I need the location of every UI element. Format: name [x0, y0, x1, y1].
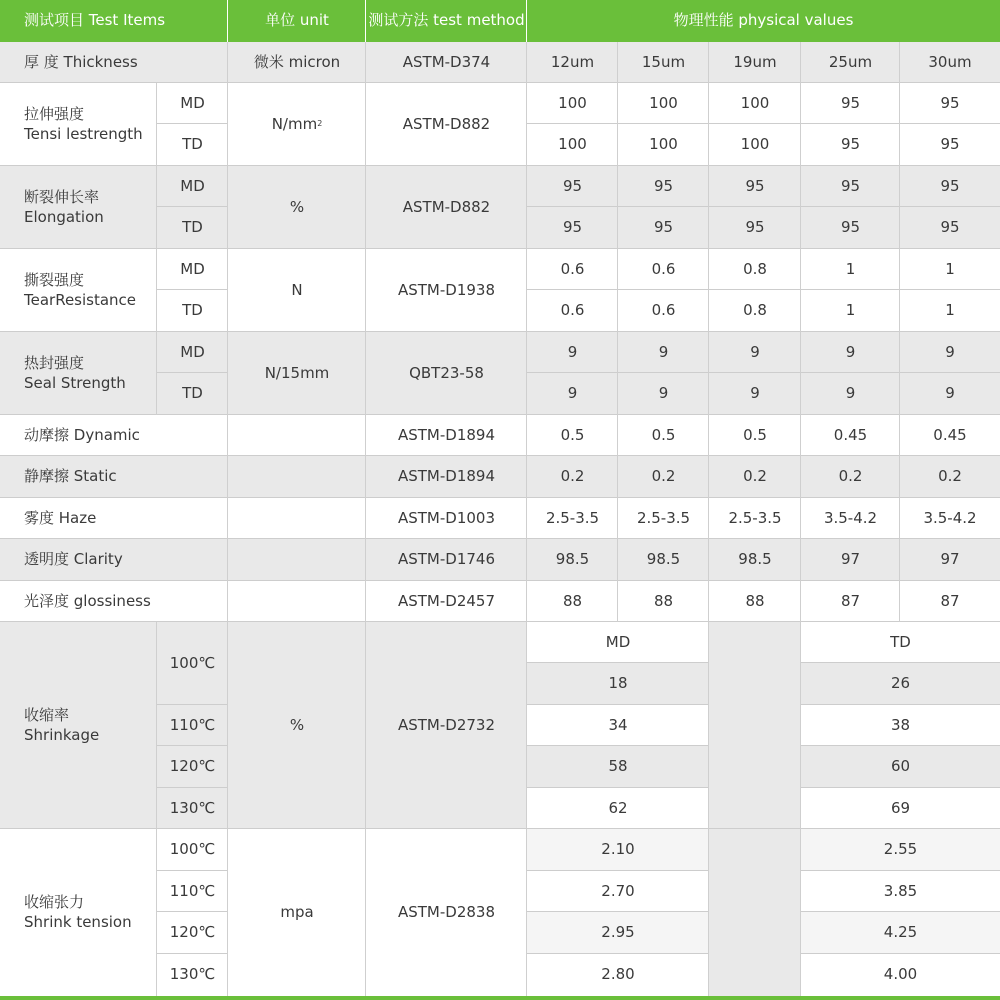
- seal-td-value: 9: [900, 373, 1000, 415]
- shrinkage-unit: %: [228, 622, 366, 829]
- clarity-value: 98.5: [527, 539, 618, 581]
- elongation-unit: %: [228, 166, 366, 249]
- haze-label: 雾度 Haze: [0, 498, 228, 539]
- shrink-tension-md-value: 2.70: [527, 871, 709, 912]
- gloss-value: 88: [709, 581, 801, 622]
- haze-value: 2.5-3.5: [709, 498, 801, 539]
- seal-md-value: 9: [527, 332, 618, 373]
- header-unit: 单位 unit: [228, 0, 366, 42]
- gloss-unit: [228, 581, 366, 622]
- tear-md-value: 1: [900, 249, 1000, 290]
- thickness-method: ASTM-D374: [366, 42, 527, 83]
- shrink-tension-label-cn: 收缩张力: [24, 893, 85, 911]
- thickness-label: 厚 度 Thickness: [0, 42, 228, 83]
- tear-td-value: 0.6: [618, 290, 709, 332]
- gloss-value: 87: [801, 581, 900, 622]
- tear-md-value: 0.6: [618, 249, 709, 290]
- tensile-unit: [228, 83, 366, 166]
- elongation-label: [0, 166, 157, 249]
- tear-unit: N: [228, 249, 366, 332]
- seal-md-label: MD: [157, 332, 228, 373]
- tensile-label-cn: 拉伸强度: [24, 105, 85, 123]
- gloss-value: 88: [527, 581, 618, 622]
- haze-method: ASTM-D1003: [366, 498, 527, 539]
- shrink-tension-md-value: 2.80: [527, 954, 709, 996]
- shrink-tension-temp: 120℃: [157, 912, 228, 954]
- shrink-tension-td-value: 4.00: [801, 954, 1000, 996]
- shrinkage-td-value: 38: [801, 705, 1000, 746]
- haze-value: 3.5-4.2: [801, 498, 900, 539]
- static-value: 0.2: [801, 456, 900, 498]
- shrinkage-md-value: 34: [527, 705, 709, 746]
- dynamic-unit: [228, 415, 366, 456]
- seal-td-label: TD: [157, 373, 228, 415]
- tensile-td-value: 95: [801, 124, 900, 166]
- seal-label-en: Seal Strength: [24, 373, 126, 392]
- elongation-td-label: TD: [157, 207, 228, 249]
- gloss-method: ASTM-D2457: [366, 581, 527, 622]
- shrink-tension-td-value: 3.85: [801, 871, 1000, 912]
- elongation-md-value: 95: [709, 166, 801, 207]
- elongation-md-value: 95: [900, 166, 1000, 207]
- header-physical-values: 物理性能 physical values: [527, 0, 1000, 42]
- clarity-value: 97: [801, 539, 900, 581]
- shrink-tension-label-en: Shrink tension: [24, 912, 132, 931]
- tear-td-label: TD: [157, 290, 228, 332]
- tensile-md-value: 100: [618, 83, 709, 124]
- thickness-unit: 微米 micron: [228, 42, 366, 83]
- shrink-tension-temp: 100℃: [157, 829, 228, 871]
- clarity-value: 97: [900, 539, 1000, 581]
- elongation-md-value: 95: [618, 166, 709, 207]
- dynamic-value: 0.5: [709, 415, 801, 456]
- tensile-label-en: Tensi lestrength: [24, 124, 143, 143]
- shrinkage-label-cn: 收缩率: [24, 706, 70, 724]
- thickness-value: 30um: [900, 42, 1000, 83]
- seal-label-cn: 热封强度: [24, 354, 85, 372]
- shrink-tension-temp: 130℃: [157, 954, 228, 996]
- tensile-td-value: 95: [900, 124, 1000, 166]
- shrink-tension-gap: [709, 829, 801, 996]
- tensile-unit-main: N/mm: [271, 114, 318, 133]
- thickness-value: 12um: [527, 42, 618, 83]
- elongation-md-value: 95: [801, 166, 900, 207]
- seal-td-value: 9: [618, 373, 709, 415]
- shrinkage-temp: 130℃: [157, 788, 228, 829]
- shrinkage-md-value: 62: [527, 788, 709, 829]
- shrinkage-label: [0, 622, 157, 829]
- elongation-md-value: 95: [527, 166, 618, 207]
- shrink-tension-method: ASTM-D2838: [366, 829, 527, 996]
- thickness-value: 15um: [618, 42, 709, 83]
- shrinkage-td-value: 26: [801, 663, 1000, 705]
- elongation-method: ASTM-D882: [366, 166, 527, 249]
- shrinkage-temp: 100℃: [157, 622, 228, 705]
- haze-value: 2.5-3.5: [527, 498, 618, 539]
- shrinkage-md-value: 18: [527, 663, 709, 705]
- shrinkage-temp: 110℃: [157, 705, 228, 746]
- gloss-value: 87: [900, 581, 1000, 622]
- dynamic-value: 0.5: [618, 415, 709, 456]
- shrinkage-gap: [709, 622, 801, 829]
- tensile-method: ASTM-D882: [366, 83, 527, 166]
- elongation-md-label: MD: [157, 166, 228, 207]
- tensile-td-label: TD: [157, 124, 228, 166]
- seal-md-value: 9: [618, 332, 709, 373]
- static-unit: [228, 456, 366, 498]
- tensile-md-value: 100: [709, 83, 801, 124]
- seal-label: [0, 332, 157, 415]
- clarity-label: 透明度 Clarity: [0, 539, 228, 581]
- shrink-tension-td-value: 4.25: [801, 912, 1000, 954]
- dynamic-method: ASTM-D1894: [366, 415, 527, 456]
- gloss-value: 88: [618, 581, 709, 622]
- shrinkage-td-value: 69: [801, 788, 1000, 829]
- seal-td-value: 9: [527, 373, 618, 415]
- tear-td-value: 1: [801, 290, 900, 332]
- tear-md-value: 0.8: [709, 249, 801, 290]
- tear-md-value: 1: [801, 249, 900, 290]
- dynamic-value: 0.45: [900, 415, 1000, 456]
- elongation-label-cn: 断裂伸长率: [24, 188, 100, 206]
- shrink-tension-md-value: 2.10: [527, 829, 709, 871]
- dynamic-value: 0.45: [801, 415, 900, 456]
- tear-method: ASTM-D1938: [366, 249, 527, 332]
- seal-md-value: 9: [900, 332, 1000, 373]
- elongation-td-value: 95: [801, 207, 900, 249]
- gloss-label: 光泽度 glossiness: [0, 581, 228, 622]
- tensile-td-value: 100: [527, 124, 618, 166]
- elongation-td-value: 95: [527, 207, 618, 249]
- shrinkage-md-header: MD: [527, 622, 709, 663]
- tensile-md-value: 95: [801, 83, 900, 124]
- tear-label: [0, 249, 157, 332]
- tensile-md-value: 100: [527, 83, 618, 124]
- shrink-tension-temp: 110℃: [157, 871, 228, 912]
- clarity-unit: [228, 539, 366, 581]
- tensile-md-label: MD: [157, 83, 228, 124]
- tensile-label: [0, 83, 157, 166]
- bottom-bar: [0, 996, 1000, 1000]
- tear-td-value: 0.8: [709, 290, 801, 332]
- seal-md-value: 9: [709, 332, 801, 373]
- tear-td-value: 1: [900, 290, 1000, 332]
- elongation-td-value: 95: [618, 207, 709, 249]
- tear-label-en: TearResistance: [24, 290, 137, 309]
- tensile-md-value: 95: [900, 83, 1000, 124]
- tear-md-value: 0.6: [527, 249, 618, 290]
- clarity-value: 98.5: [709, 539, 801, 581]
- static-value: 0.2: [618, 456, 709, 498]
- header-test-items: 测试项目 Test Items: [0, 0, 228, 42]
- shrinkage-temp: 120℃: [157, 746, 228, 788]
- dynamic-label: 动摩擦 Dynamic: [0, 415, 228, 456]
- static-label: 静摩擦 Static: [0, 456, 228, 498]
- tensile-unit-sup: 2: [317, 119, 323, 129]
- haze-value: 3.5-4.2: [900, 498, 1000, 539]
- thickness-value: 25um: [801, 42, 900, 83]
- tensile-td-value: 100: [618, 124, 709, 166]
- tear-td-value: 0.6: [527, 290, 618, 332]
- static-value: 0.2: [900, 456, 1000, 498]
- thickness-value: 19um: [709, 42, 801, 83]
- header-test-method: 测试方法 test method: [366, 0, 527, 42]
- shrink-tension-label: [0, 829, 157, 996]
- static-method: ASTM-D1894: [366, 456, 527, 498]
- static-value: 0.2: [709, 456, 801, 498]
- elongation-td-value: 95: [709, 207, 801, 249]
- shrink-tension-unit: mpa: [228, 829, 366, 996]
- shrinkage-td-header: TD: [801, 622, 1000, 663]
- tear-md-label: MD: [157, 249, 228, 290]
- seal-td-value: 9: [801, 373, 900, 415]
- shrinkage-md-value: 58: [527, 746, 709, 788]
- clarity-value: 98.5: [618, 539, 709, 581]
- clarity-method: ASTM-D1746: [366, 539, 527, 581]
- shrinkage-label-en: Shrinkage: [24, 725, 100, 744]
- haze-unit: [228, 498, 366, 539]
- static-value: 0.2: [527, 456, 618, 498]
- tensile-td-value: 100: [709, 124, 801, 166]
- tear-label-cn: 撕裂强度: [24, 271, 85, 289]
- seal-method: QBT23-58: [366, 332, 527, 415]
- seal-td-value: 9: [709, 373, 801, 415]
- dynamic-value: 0.5: [527, 415, 618, 456]
- elongation-td-value: 95: [900, 207, 1000, 249]
- haze-value: 2.5-3.5: [618, 498, 709, 539]
- shrink-tension-md-value: 2.95: [527, 912, 709, 954]
- shrinkage-method: ASTM-D2732: [366, 622, 527, 829]
- seal-unit: N/15mm: [228, 332, 366, 415]
- seal-md-value: 9: [801, 332, 900, 373]
- shrinkage-td-value: 60: [801, 746, 1000, 788]
- shrink-tension-td-value: 2.55: [801, 829, 1000, 871]
- elongation-label-en: Elongation: [24, 207, 104, 226]
